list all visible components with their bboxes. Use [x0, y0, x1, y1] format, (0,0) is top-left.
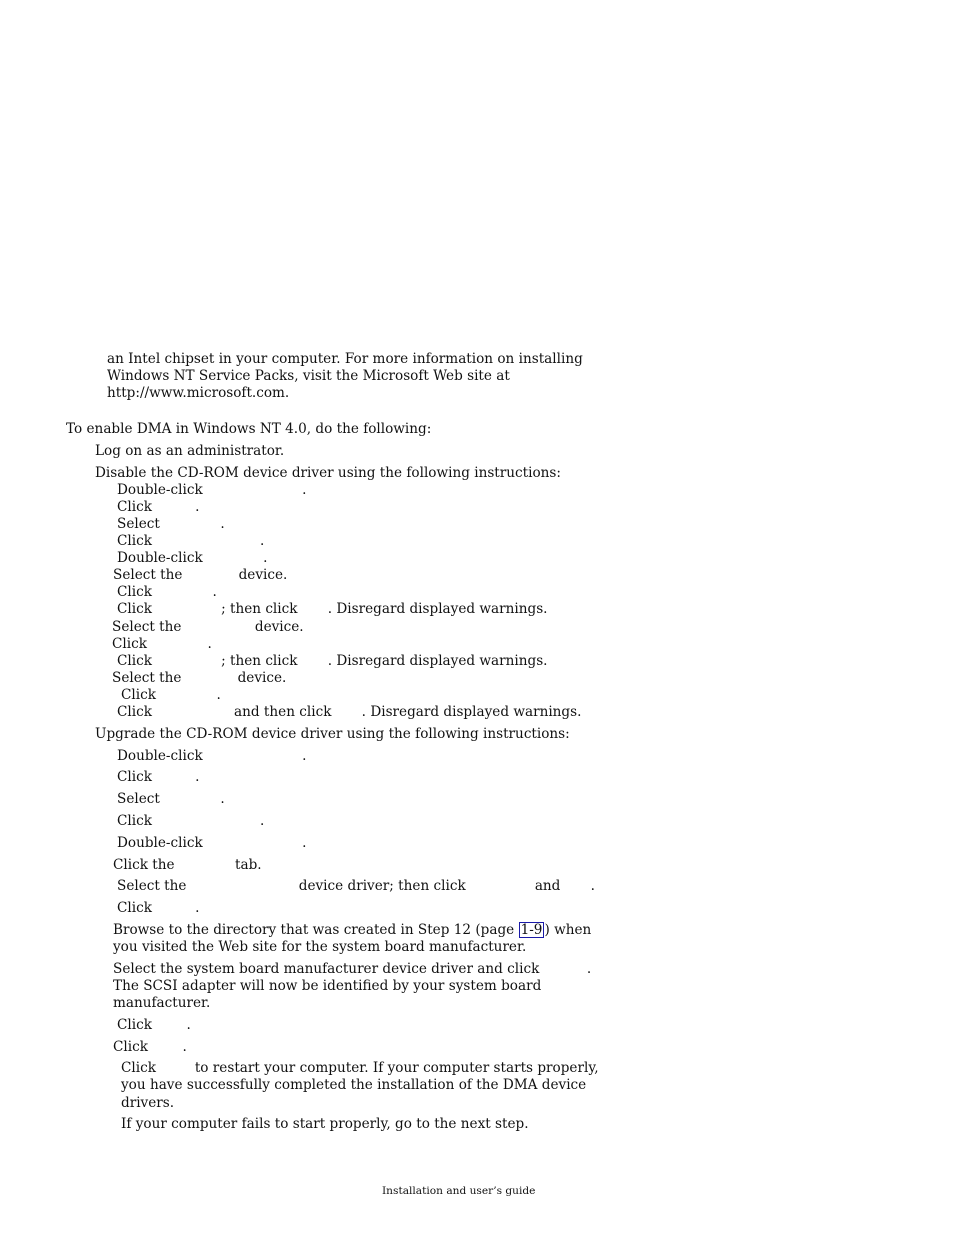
fail-step: If your computer fails to start properly, go to the next step.	[121, 1116, 529, 1132]
page-link[interactable]: 1-9	[520, 922, 543, 938]
step-logon: Log on as an administrator.	[95, 443, 285, 459]
list-item: Click .	[117, 584, 217, 600]
restart-step: Click to restart your computer. If your computer starts properly,	[121, 1060, 599, 1076]
select-driver-cont: manufacturer.	[113, 995, 211, 1011]
list-item: Click .	[117, 900, 200, 916]
list-item: Click .	[113, 1039, 187, 1055]
list-item: Select the device driver; then click and .	[117, 878, 595, 894]
browse-text: ) when	[544, 922, 592, 938]
note-line: http://www.microsoft.com.	[107, 385, 290, 401]
list-item: Double-click .	[117, 835, 307, 851]
list-item: Click the tab.	[113, 857, 262, 873]
list-item: Click .	[117, 769, 200, 785]
list-item: Select the device.	[112, 619, 304, 635]
select-driver-step: Select the system board manufacturer device driver and click .	[113, 961, 592, 977]
list-item: Click and then click . Disregard displayed warnings.	[117, 704, 582, 720]
list-item: Click ; then click . Disregard displayed warnings.	[117, 653, 548, 669]
browse-step-cont: you visited the Web site for the system board manufacturer.	[113, 939, 527, 955]
intro-text: To enable DMA in Windows NT 4.0, do the following:	[66, 421, 432, 437]
browse-step	[113, 922, 591, 939]
list-item: Double-click .	[117, 550, 268, 566]
restart-cont: you have successfully completed the installation of the DMA device	[121, 1077, 587, 1093]
disable-heading: Disable the CD-ROM device driver using the following instructions:	[95, 465, 561, 481]
list-item: Double-click .	[117, 482, 307, 498]
select-driver-cont: The SCSI adapter will now be identified by your system board	[113, 978, 542, 994]
list-item: Select .	[117, 516, 225, 532]
list-item: Select the device.	[113, 567, 288, 583]
list-item: Select .	[117, 791, 225, 807]
list-item: Click .	[117, 499, 200, 515]
list-item: Click .	[112, 636, 212, 652]
upgrade-heading: Upgrade the CD-ROM device driver using the following instructions:	[95, 726, 570, 742]
browse-text: Browse to the directory that was created in Step 12 (page	[113, 922, 519, 938]
list-item: Double-click .	[117, 748, 307, 764]
list-item: Click ; then click . Disregard displayed warnings.	[117, 601, 548, 617]
list-item: Click .	[121, 687, 221, 703]
note-line: Windows NT Service Packs, visit the Microsoft Web site at	[107, 368, 510, 384]
list-item: Click .	[117, 533, 265, 549]
list-item: Select the device.	[112, 670, 287, 686]
note-line: an Intel chipset in your computer. For more information on installing	[107, 351, 583, 367]
restart-cont: drivers.	[121, 1095, 175, 1111]
list-item: Click .	[117, 813, 265, 829]
page-footer: Installation and user’s guide	[382, 1185, 536, 1197]
list-item: Click .	[117, 1017, 191, 1033]
